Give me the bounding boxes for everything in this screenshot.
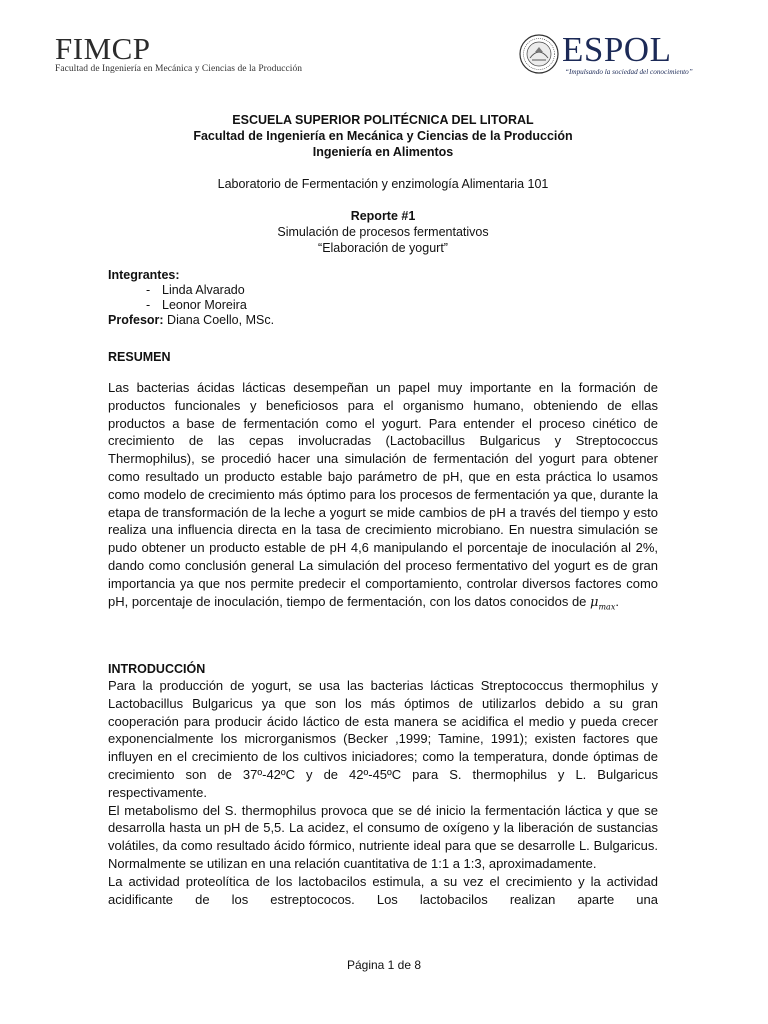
professor-line [108,313,274,328]
espol-logo-title: ESPOL [562,30,672,69]
report-number: Reporte #1 [350,209,416,223]
member-name: Leonor Moreira [162,298,247,312]
mu-max-symbol [590,595,615,610]
resumen-body: Las bacterias ácidas lácticas desempeñan un papel muy importante en la formación de productos funcionales y beneficiosos para el organismo humano, obteniendo de ellas productos a base de fermentación como el yogurt. Para entender el proceso cinético de crecimiento de las cepas involucradas (Lactobacillus Bulgaricus y Streptococcus Thermophilus), se procedió hacer una simulación de fermentación del yogurt para obtener como resultado un producto estable bajo parámetro de pH, que en esta práctica lo usamos como modelo de crecimiento más óptimo para los procesos de fermentación ya que, durante la etapa de transformación de la leche a yogurt se mide cambios de pH a través del tiempo y esto realiza una influencia directa en la tasa de crecimiento microbiano. En nuestra simulación se pudo obtener un producto estable de pH 4,6 manipulando el porcentaje de inoculación al 2%, dando como conclusión general La simulación del proceso fermentativo del yogurt es de gran importancia ya que nos permite predecir el comportamiento, controlar diversos factores como pH, porcentaje de inoculación, tiempo de fermentación, con los datos conocidos de [108,380,658,609]
resumen-text [108,379,658,616]
career-name: Ingeniería en Alimentos [312,145,454,159]
list-item: - Linda Alvarado [146,283,245,297]
professor-label: Profesor: [108,313,164,327]
member-name: Linda Alvarado [162,283,245,297]
report-topic: Simulación de procesos fermentativos [277,225,489,239]
professor-name: Diana Coello, MSc. [163,313,275,327]
lab-name: Laboratorio de Fermentación y enzimología Alimentaria 101 [217,177,549,191]
mu-subscript: max [598,602,616,612]
intro-paragraph-2: El metabolismo del S. thermophilus provoca que se dé inicio la fermentación láctica y que se desarrolla hasta un pH de 5,5. La acidez, el consumo de oxígeno y la liberación de sustancias volátiles, da como resultado ácido fórmico, nutriente ideal para que se desarrolle L. Bulgaricus. Normalmente se utilizan en una relación cuantitativa de 1:1 a 1:3, aproximadamente. [108,802,658,871]
fimcp-logo [55,33,302,74]
list-item: - Leonor Moreira [146,298,247,312]
espol-logo-tagline: “Impulsando la sociedad del conocimiento” [565,68,693,76]
introduccion-section [108,662,658,908]
page-header [0,0,768,90]
report-subtitle: “Elaboración de yogurt” [318,241,448,255]
team-block [108,268,274,328]
intro-paragraph-1: Para la producción de yogurt, se usa las bacterias lácticas Streptococcus thermophilus y Lactobacillus Bulgaricus ya que son los más óptimos de utilizarlos debido a su gran cooperación para producir ácido láctico de esta manera se acidifica el medio y pueda crecer exponencialmente los microrganismos (Becker ,1999; Tamine, 1991); existen factores que influyen en el crecimiento de los cultivos iniciadores; como la temperatura, donde óptimas de crecimiento son de 37º-42ºC y de 42º-45ºC para S. thermophilus y L. Bulgaricus respectivamente. [108,678,658,800]
fimcp-logo-subtitle: Facultad de Ingeniería en Mecánica y Ciencias de la Producción [55,64,303,74]
institution-name: ESCUELA SUPERIOR POLITÉCNICA DEL LITORAL [232,113,534,127]
espol-seal-icon [519,34,559,74]
title-block [108,112,658,256]
resumen-section [108,350,658,616]
espol-logo [519,30,709,81]
members-label: Integrantes: [108,268,180,282]
fimcp-logo-title: FIMCP [55,31,151,66]
resumen-heading: RESUMEN [108,350,171,364]
mu-symbol: μ [590,594,599,610]
intro-paragraph-3: La actividad proteolítica de los lactobacilos estimula, a su vez el crecimiento y la actividad acidificante de los estreptococos. Los lactobacilos realizan aparte una [108,873,658,907]
resumen-end: . [615,593,619,609]
page-number: Página 1 de 8 [346,958,422,972]
introduccion-heading: INTRODUCCIÓN [108,662,206,676]
faculty-name: Facultad de Ingeniería en Mecánica y Ciencias de la Producción [193,129,573,143]
